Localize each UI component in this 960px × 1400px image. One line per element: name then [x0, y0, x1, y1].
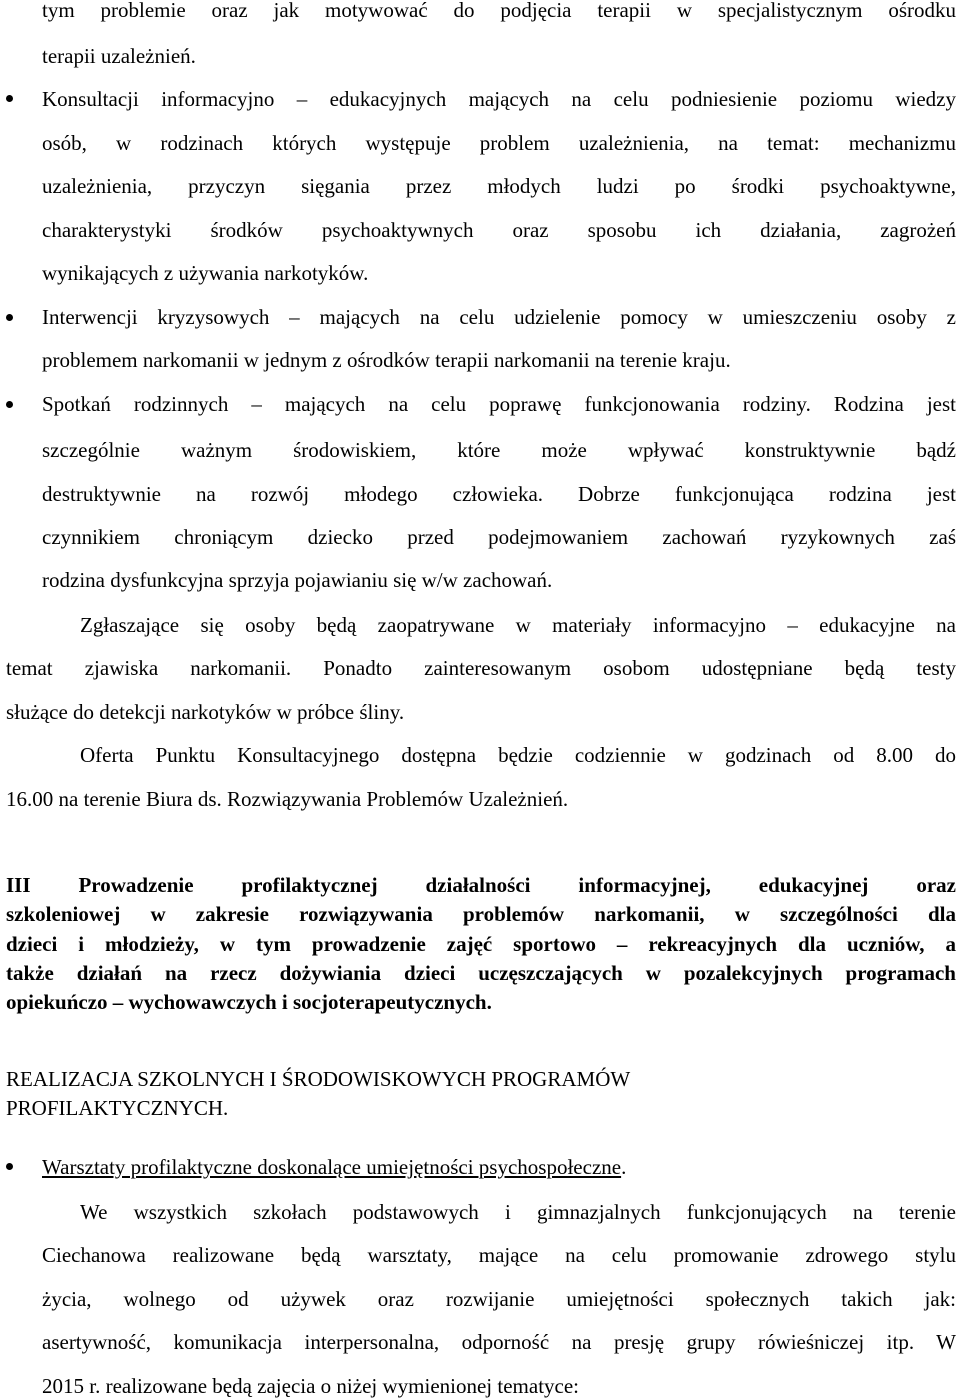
- bullet-icon: [6, 401, 13, 408]
- text-line: tym problemie oraz jak motywować do podjęcia terapii w specjalistycznym ośrodku: [42, 0, 956, 22]
- subsection-title: PROFILAKTYCZNYCH.: [6, 1096, 229, 1120]
- section-heading-line: szkoleniowej w zakresie rozwiązywania problemów narkomanii, w szczególności dla: [6, 902, 956, 926]
- text-line: Ciechanowa realizowane będą warsztaty, mające na celu promowanie zdrowego stylu: [42, 1243, 956, 1267]
- text-line: życia, wolnego od używek oraz rozwijanie umiejętności społecznych takich jak:: [42, 1287, 956, 1311]
- text-line: szczególnie ważnym środowiskiem, które może wpływać konstruktywnie bądź: [42, 438, 956, 462]
- workshop-heading: [42, 1154, 626, 1180]
- text-line: destruktywnie na rozwój młodego człowieka. Dobrze funkcjonująca rodzina jest: [42, 482, 956, 506]
- text-line: osób, w rodzinach których występuje problem uzależnienia, na temat: mechanizmu: [42, 131, 956, 155]
- subsection-title: REALIZACJA SZKOLNYCH I ŚRODOWISKOWYCH PROGRAMÓW: [6, 1067, 631, 1091]
- text-line: terapii uzależnień.: [42, 44, 196, 68]
- section-heading-line: opiekuńczo – wychowawczych i socjoterapeutycznych.: [6, 990, 492, 1014]
- text-line: Konsultacji informacyjno – edukacyjnych mających na celu podniesienie poziomu wiedzy: [42, 87, 956, 111]
- text-line: rodzina dysfunkcyjna sprzyja pojawianiu się w/w zachowań.: [42, 568, 553, 592]
- text-line: uzależnienia, przyczyn sięgania przez młodych ludzi po środki psychoaktywne,: [42, 174, 956, 198]
- bullet-icon: [6, 1163, 13, 1170]
- section-heading-line: także działań na rzecz dożywiania dzieci uczęszczających w pozalekcyjnych programach: [6, 961, 956, 985]
- text-line: problemem narkomanii w jednym z ośrodków terapii narkomanii na terenie kraju.: [42, 348, 731, 372]
- text-line: temat zjawiska narkomanii. Ponadto zainteresowanym osobom udostępniane będą testy: [6, 656, 956, 680]
- bullet-icon: [6, 314, 13, 321]
- workshop-title: Warsztaty profilaktyczne doskonalące umiejętności psychospołeczne: [42, 1155, 622, 1179]
- text-line: 2015 r. realizowane będą zajęcia o niżej wymienionej tematyce:: [42, 1374, 580, 1398]
- text-line: charakterystyki środków psychoaktywnych oraz sposobu ich działania, zagrożeń: [42, 218, 956, 242]
- text-line: czynnikiem chroniącym dziecko przed podejmowaniem zachowań ryzykownych zaś: [42, 525, 956, 549]
- section-heading-line: dzieci i młodzieży, w tym prowadzenie zajęć sportowo – rekreacyjnych dla uczniów, a: [6, 932, 956, 956]
- text-line: 16.00 na terenie Biura ds. Rozwiązywania Problemów Uzależnień.: [6, 787, 569, 811]
- text-line: wynikających z używania narkotyków.: [42, 261, 369, 285]
- text-line: asertywność, komunikacja interpersonalna, odporność na presję grupy rówieśniczej itp. W: [42, 1330, 956, 1354]
- section-heading-line: III Prowadzenie profilaktycznej działalności informacyjnej, edukacyjnej oraz: [6, 873, 956, 897]
- text-line: We wszystkich szkołach podstawowych i gimnazjalnych funkcjonujących na terenie: [80, 1200, 956, 1224]
- text-line: Oferta Punktu Konsultacyjnego dostępna będzie codziennie w godzinach od 8.00 do: [80, 743, 956, 767]
- text-line: Interwencji kryzysowych – mających na celu udzielenie pomocy w umieszczeniu osoby z: [42, 305, 956, 329]
- text-line: służące do detekcji narkotyków w próbce śliny.: [6, 700, 405, 724]
- bullet-icon: [6, 95, 13, 102]
- text-line: Zgłaszające się osoby będą zaopatrywane w materiały informacyjno – edukacyjne na: [80, 613, 956, 637]
- workshop-title-end: .: [621, 1155, 627, 1179]
- text-line: Spotkań rodzinnych – mających na celu poprawę funkcjonowania rodziny. Rodzina jest: [42, 392, 956, 416]
